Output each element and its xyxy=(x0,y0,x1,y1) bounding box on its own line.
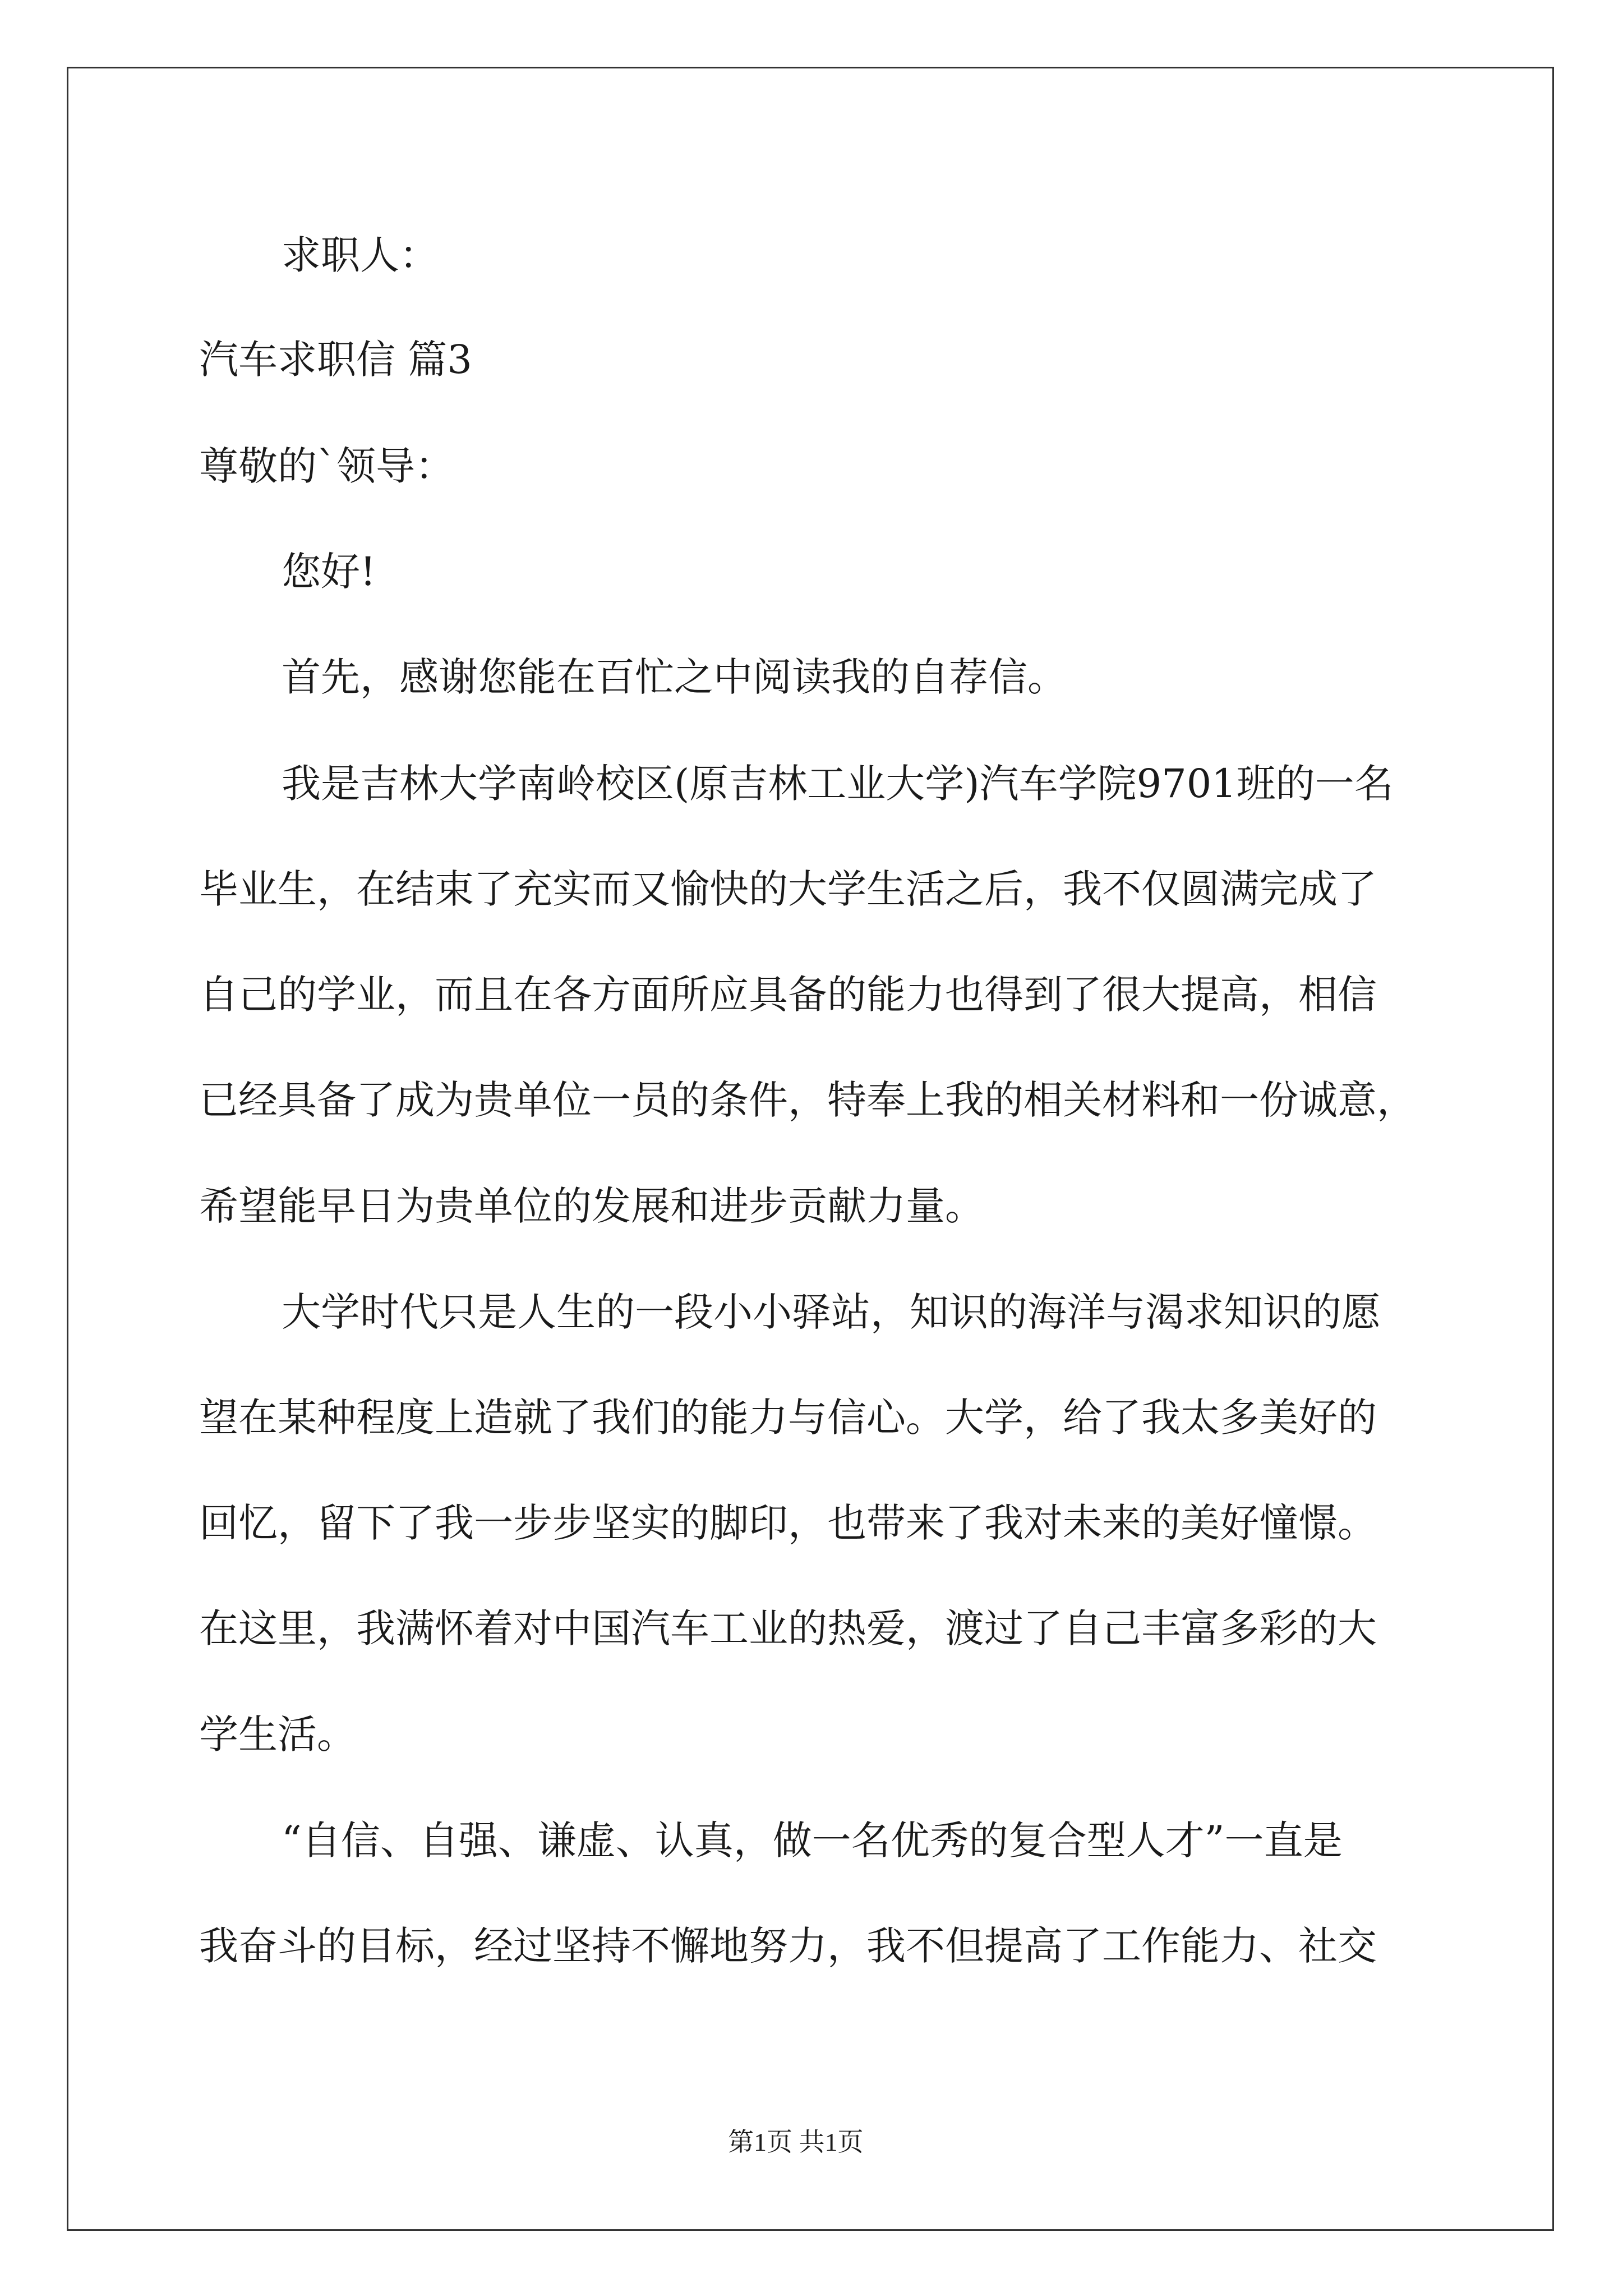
greeting: 您好! xyxy=(282,549,376,595)
paragraph-4-line-2: 我奋斗的目标，经过坚持不懈地努力，我不但提高了工作能力、社交 xyxy=(199,1923,1377,1969)
paragraph-3-line-2: 望在某种程度上造就了我们的能力与信心。大学，给了我太多美好的 xyxy=(199,1395,1377,1441)
page-border xyxy=(67,67,1554,2231)
section-title: 汽车求职信 篇3 xyxy=(199,337,472,383)
page-number: 第1页 共1页 xyxy=(728,2128,864,2156)
paragraph-2-line-5: 希望能早日为贵单位的发展和进步贡献力量。 xyxy=(199,1183,984,1229)
salutation: 尊敬的`领导： xyxy=(199,443,454,489)
paragraph-2-line-1: 我是吉林大学南岭校区(原吉林工业大学)汽车学院9701班的一名 xyxy=(282,761,1394,807)
applicant-label: 求职人： xyxy=(282,232,439,278)
paragraph-4-line-1: “自信、自强、谦虚、认真，做一名优秀的复合型人才”一直是 xyxy=(282,1818,1343,1864)
paragraph-3-line-5: 学生活。 xyxy=(199,1711,356,1757)
paragraph-1-line-1: 首先，感谢您能在百忙之中阅读我的自荐信。 xyxy=(282,654,1067,700)
paragraph-2-line-2: 毕业生，在结束了充实而又愉快的大学生活之后，我不仅圆满完成了 xyxy=(199,866,1377,912)
paragraph-3-line-1: 大学时代只是人生的一段小小驿站，知识的海洋与渴求知识的愿 xyxy=(282,1289,1381,1335)
paragraph-2-line-4: 已经具备了成为贵单位一员的条件，特奉上我的相关材料和一份诚意， xyxy=(199,1077,1416,1123)
paragraph-3-line-3: 回忆，留下了我一步步坚实的脚印，也带来了我对未来的美好憧憬。 xyxy=(199,1500,1377,1546)
paragraph-3-line-4: 在这里，我满怀着对中国汽车工业的热爱，渡过了自己丰富多彩的大 xyxy=(199,1605,1377,1651)
paragraph-2-line-3: 自己的学业，而且在各方面所应具备的能力也得到了很大提高，相信 xyxy=(199,972,1377,1018)
